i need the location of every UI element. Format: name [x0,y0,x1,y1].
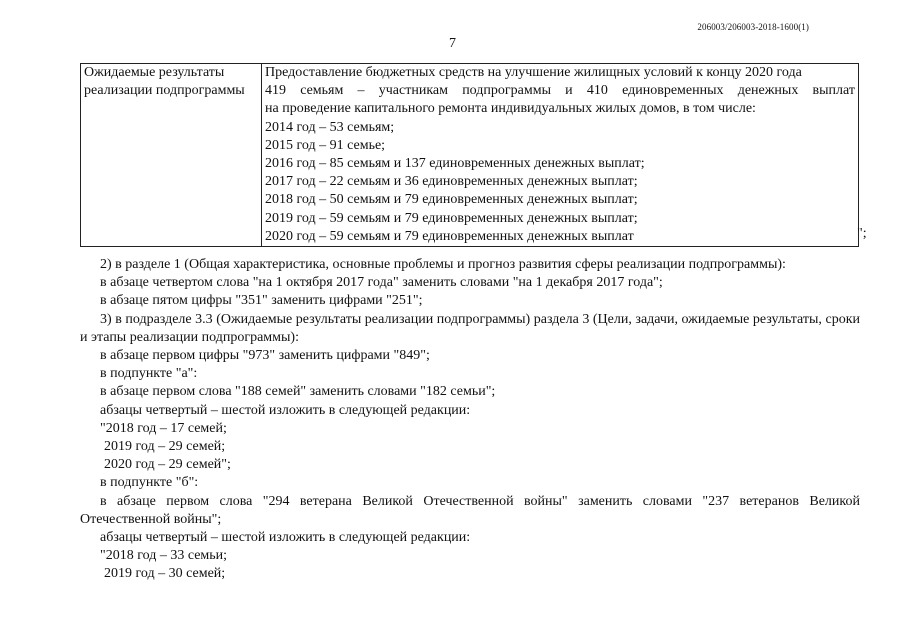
table-row [81,64,859,247]
body-text [80,256,860,584]
paragraph: в абзаце первом слова "294 ветерана Великой Отечественной войны" заменить словами "237 ветеранов Великой Отечественной войны"; [80,493,860,527]
value-line: 2017 год – 22 семьям и 36 единовременных денежных выплат; [265,174,638,190]
paragraph: "2018 год – 33 семьи; [100,548,228,564]
page-number: 7 [449,36,456,51]
paragraph: в подпункте "б": [100,475,199,491]
value-cell [262,64,859,247]
paragraph: 2020 год – 29 семей"; [104,457,231,473]
paragraph: в абзаце первом цифры "973" заменить цифрами "849"; [100,348,430,364]
value-line: 419 семьям – участникам подпрограммы и 410 единовременных денежных выплат [265,83,855,99]
value-line: 2014 год – 53 семьям; [265,119,395,135]
value-line: 2016 год – 85 семьям и 137 единовременных денежных выплат; [265,155,645,171]
paragraph: абзацы четвертый – шестой изложить в следующей редакции: [100,530,471,546]
paragraph: в подпункте "а": [100,366,198,382]
value-line: 2018 год – 50 семьям и 79 единовременных денежных выплат; [265,192,638,208]
paragraph: 2019 год – 29 семей; [104,439,226,455]
label-line: Ожидаемые результаты [84,65,225,80]
value-line: Предоставление бюджетных средств на улучшение жилищных условий к концу 2020 года [265,65,802,80]
label-line: реализации подпрограммы [84,83,245,99]
paragraph: 2019 год – 30 семей; [104,566,226,582]
value-line: 2019 год – 59 семьям и 79 единовременных денежных выплат; [265,210,638,226]
expected-results-table [80,63,859,247]
document-code: 206003/206003-2018-1600(1) [697,22,809,32]
value-line: на проведение капитального ремонта индивидуальных жилых домов, в том числе: [265,101,756,117]
value-line: 2015 год – 91 семье; [265,137,386,153]
value-line: 2020 год – 59 семьям и 79 единовременных денежных выплат [265,228,634,244]
paragraph: 2) в разделе 1 (Общая характеристика, основные проблемы и прогноз развития сферы реализации подпрограммы): [100,257,786,272]
table-closing-quote: "; [857,226,867,241]
paragraph: в абзаце первом слова "188 семей" заменить словами "182 семьи"; [100,384,496,400]
paragraph: абзацы четвертый – шестой изложить в следующей редакции: [100,402,471,418]
label-cell [81,64,262,247]
paragraph: в абзаце четвертом слова "на 1 октября 2017 года" заменить словами "на 1 декабря 2017 года"; [100,275,663,291]
paragraph: "2018 год – 17 семей; [100,420,227,436]
paragraph: 3) в подразделе 3.3 (Ожидаемые результаты реализации подпрограммы) раздела 3 (Цели, задачи, ожидаемые результаты, сроки и этапы реализации подпрограммы): [80,311,860,345]
paragraph: в абзаце пятом цифры "351" заменить цифрами "251"; [100,293,423,309]
